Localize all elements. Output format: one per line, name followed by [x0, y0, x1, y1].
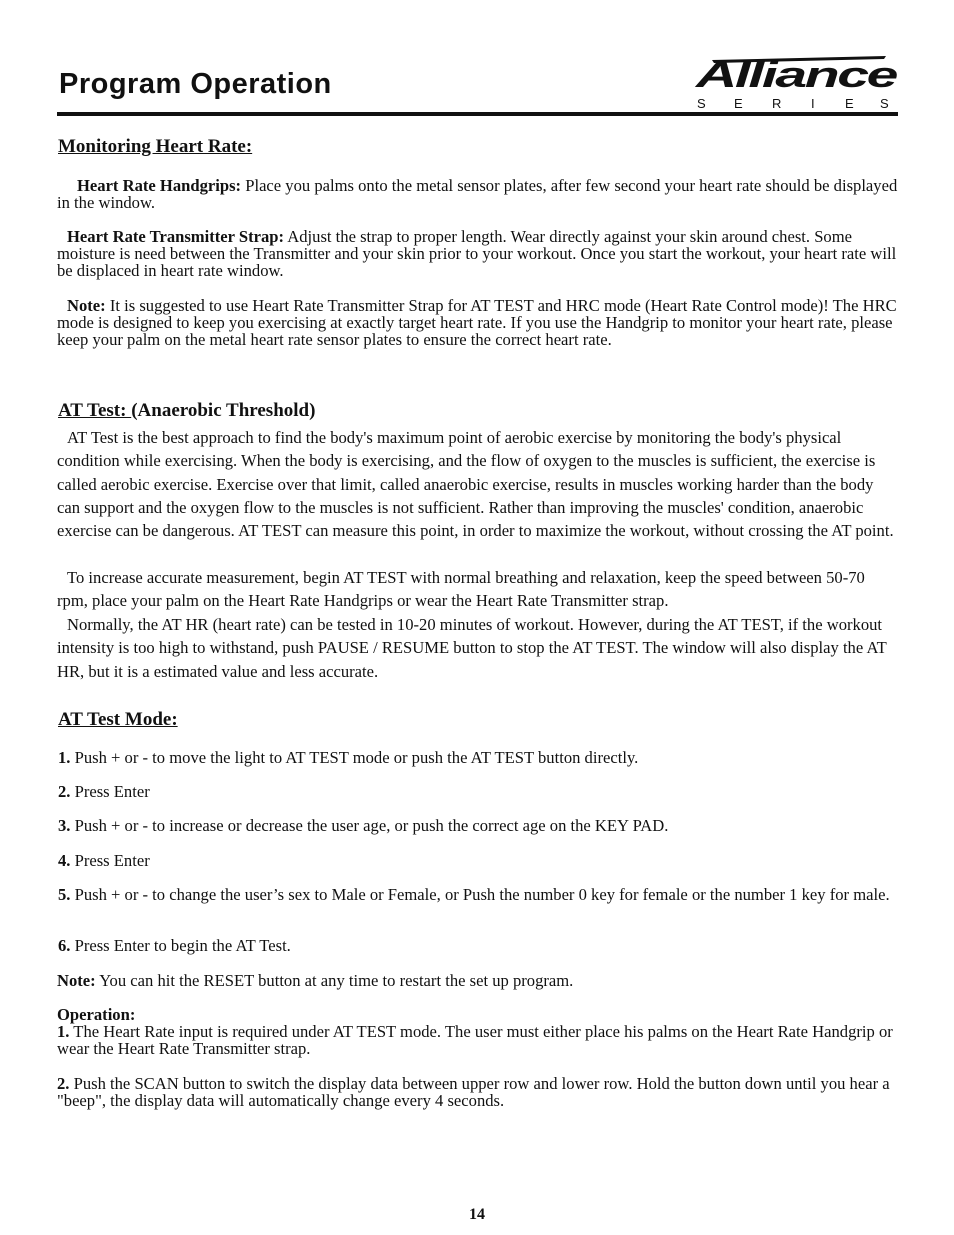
monitoring-heading: Monitoring Heart Rate:: [58, 136, 253, 157]
logo-series-r: R: [772, 96, 782, 111]
logo-wordmark: Alliance: [694, 54, 899, 95]
header-divider: [57, 112, 898, 116]
at-test-heading-rest: (Anaerobic Threshold): [131, 400, 316, 421]
at-test-paragraph-2: To increase accurate measurement, begin AT TEST with normal breathing and relaxation, keep the speed between 50-70 rpm, place your palm on the Heart Rate Handgrips or wear the Heart Rate Transmitter strap.: [57, 568, 865, 611]
at-mode-note: [57, 972, 899, 989]
monitoring-note-label: Note:: [67, 296, 106, 315]
at-mode-step-6: [57, 937, 924, 954]
logo-series-i: I: [811, 96, 815, 111]
at-mode-step-3: [57, 817, 924, 834]
logo-series-s2: S: [880, 96, 889, 111]
at-mode-step-5: [57, 886, 924, 903]
monitoring-note-text: It is suggested to use Heart Rate Transmitter Strap for AT TEST and HRC mode (Heart Rate Control mode)! The HRC mode is designed to keep you exercising at exactly target heart rate. If you use the Handgrip to monitor your heart rate, please keep your palm on the metal heart rate sensor plates to ensure the correct heart rate.: [57, 296, 897, 349]
logo-series-e1: E: [734, 96, 743, 111]
step-number: 1.: [58, 748, 71, 767]
at-mode-heading: AT Test Mode:: [58, 709, 178, 730]
page-number: 14: [469, 1206, 485, 1223]
step-text: Press Enter to begin the AT Test.: [70, 936, 291, 955]
strap-label: Heart Rate Transmitter Strap:: [67, 227, 285, 246]
operation-step-1: [57, 1023, 899, 1057]
monitoring-note-paragraph: [57, 297, 899, 348]
step-number: 2.: [57, 1074, 70, 1093]
at-mode-note-text: You can hit the RESET button at any time to restart the set up program.: [95, 971, 574, 990]
step-text: Push + or - to change the user’s sex to Male or Female, or Push the number 0 key for female or the number 1 key for male.: [70, 885, 890, 904]
at-mode-step-4: [57, 852, 924, 869]
handgrips-text: Place you palms onto the metal sensor plates, after few second your heart rate should be displayed in the window.: [57, 176, 898, 212]
at-test-paragraph-1: AT Test is the best approach to find the body's maximum point of aerobic exercise by monitoring the body's physical condition while exercising. When the body is exercising, and the flow of oxygen to the muscles is sufficient, the exercise is called aerobic exercise. Exercise over that limit, called anaerobic exercise, results in muscles working harder than the body can support and the oxygen flow to the muscles is not sufficient. Rather than improving the muscles' condition, anaerobic exercise can be dangerous. AT TEST can measure this point, in order to maximize the workout, without crossing the AT point.: [57, 428, 894, 541]
strap-text: Adjust the strap to proper length. Wear directly against your skin around chest. Some moisture is need between the Transmitter and your skin prior to your workout. Once you start the workout, your heart rate will be displaced in heart rate window.: [57, 227, 897, 280]
step-text: Press Enter: [70, 851, 150, 870]
step-number: 3.: [58, 816, 71, 835]
operation-step-2: [57, 1075, 899, 1109]
logo-series-e2: E: [845, 96, 854, 111]
at-test-heading: [58, 402, 315, 419]
logo-series-s1: S: [697, 96, 706, 111]
handgrips-paragraph: [57, 177, 899, 211]
step-number: 4.: [58, 851, 71, 870]
step-text: Push the SCAN button to switch the display data between upper row and lower row. Hold the button down until you hear a "beep", the display data will automatically change every 4 seconds.: [57, 1074, 890, 1110]
alliance-logo-graphic: [690, 50, 900, 112]
step-text: The Heart Rate input is required under AT TEST mode. The user must either place his palms on the Heart Rate Handgrip or wear the Heart Rate Transmitter strap.: [57, 1022, 893, 1058]
operation-label: Operation:: [57, 1005, 136, 1024]
step-text: Press Enter: [70, 782, 150, 801]
step-number: 1.: [57, 1022, 70, 1041]
step-number: 6.: [58, 936, 71, 955]
page-title: Program Operation: [59, 68, 332, 100]
at-test-heading-underlined: AT Test:: [58, 400, 132, 421]
step-number: 2.: [58, 782, 71, 801]
at-mode-note-label: Note:: [57, 971, 96, 990]
alliance-series-logo: [690, 50, 900, 112]
step-text: Push + or - to move the light to AT TEST mode or push the AT TEST button directly.: [70, 748, 639, 767]
strap-paragraph: [57, 228, 899, 279]
step-number: 5.: [58, 885, 71, 904]
at-mode-step-2: [57, 783, 924, 800]
at-test-paragraph-3: Normally, the AT HR (heart rate) can be tested in 10-20 minutes of workout. However, during the AT TEST, if the workout intensity is too high to withstand, push PAUSE / RESUME button to stop the AT TEST. The window will also display the AT HR, but it is a estimated value and less accurate.: [57, 615, 887, 681]
at-mode-step-1: [57, 749, 924, 766]
step-text: Push + or - to increase or decrease the user age, or push the correct age on the KEY PAD.: [70, 816, 669, 835]
handgrips-label: Heart Rate Handgrips:: [77, 176, 242, 195]
